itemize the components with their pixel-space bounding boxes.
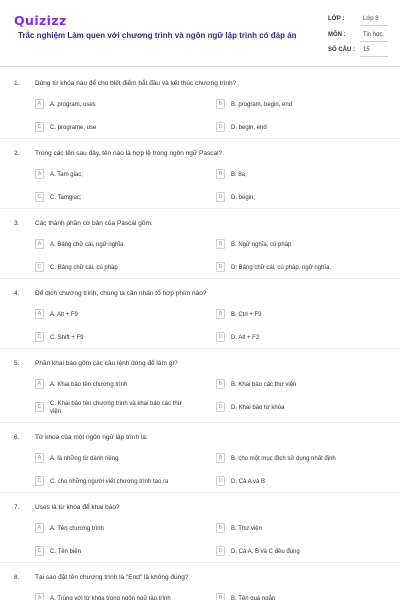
option-text: B. cho một mục đích sử dụng nhất định [231, 456, 336, 462]
question-divider [0, 348, 400, 349]
answer-option[interactable] [216, 402, 381, 416]
option-letter-box: B [216, 593, 225, 600]
answer-option[interactable] [35, 379, 200, 393]
option-text: C. Tamgiac; [50, 195, 82, 201]
question-number: 8. [14, 574, 20, 581]
question-text: Uses là từ khóa để khai báo? [35, 504, 120, 511]
quizizz-logo: Quizizz [14, 13, 67, 28]
option-letter-box: B [216, 169, 225, 179]
question-text: Để dịch chương trình, chúng ta cần nhấn tổ hợp phím nào? [35, 290, 207, 297]
question-text: Các thành phần cơ bản của Pascal gồm: [35, 220, 153, 227]
answer-option[interactable] [216, 122, 381, 136]
option-text: D. Bảng chữ cái, cú pháp, ngữ nghĩa. [231, 265, 332, 271]
option-text: B. Ctrl + F9 [231, 312, 262, 318]
option-text: D. Cả A và B [231, 479, 266, 485]
option-letter-box: C [35, 332, 44, 342]
question-divider [0, 278, 400, 279]
option-text: D. begin, end [231, 125, 267, 131]
option-letter-box: D [216, 122, 225, 132]
worksheet-title: Trắc nghiệm Làm quen với chương trình và ngôn ngữ lập trình có đáp án [18, 31, 297, 40]
question-text: Từ khoá của một ngôn ngữ lập trình là: [35, 434, 148, 441]
answer-option[interactable] [216, 332, 381, 346]
option-text: C. Khai báo tên chương trình và khai báo các thư viện [50, 401, 182, 415]
option-text: D. Alt + F2 [231, 335, 260, 341]
answer-option[interactable] [35, 239, 200, 253]
option-text: D. Cả A, B và C đều đúng [231, 549, 300, 555]
option-text: C. programe, use [50, 125, 97, 131]
meta-row-count [326, 43, 388, 57]
question-text: Tại sao đặt tên chương trình là "End" là không đúng? [35, 574, 189, 581]
option-text: B. Tên quá ngắn [231, 596, 276, 600]
option-text: A. Alt + F9 [50, 312, 78, 318]
meta-row-class [326, 12, 388, 26]
option-letter-box: C [35, 402, 44, 412]
option-letter-box: C [35, 192, 44, 202]
answer-option[interactable] [35, 122, 200, 136]
answer-option[interactable] [216, 453, 381, 467]
option-letter-box: D [216, 546, 225, 556]
option-letter-box: C [35, 476, 44, 486]
meta-key: MÔN : [328, 32, 346, 38]
answer-option[interactable] [35, 453, 200, 467]
option-letter-box: A [35, 379, 44, 389]
option-text: B. Thư viện [231, 526, 262, 532]
meta-key: LỚP : [328, 16, 345, 22]
question-number: 1. [14, 80, 20, 87]
option-text: B. Khai báo các thư viện [231, 382, 297, 388]
option-text: C. cho những người viết chương trình tạo ra [50, 479, 169, 485]
answer-option[interactable] [216, 239, 381, 253]
answer-option[interactable] [216, 169, 381, 183]
question-number: 5. [14, 360, 20, 367]
answer-option[interactable] [35, 262, 200, 276]
question-number: 4. [14, 290, 20, 297]
answer-option[interactable] [216, 593, 381, 600]
question-divider [0, 138, 400, 139]
option-letter-box: A [35, 239, 44, 249]
answer-option[interactable] [35, 99, 200, 113]
question-divider [0, 208, 400, 209]
header-divider [0, 66, 400, 67]
option-text: A. Tên chương trình [50, 526, 104, 532]
answer-option[interactable] [216, 262, 381, 276]
question-divider [0, 492, 400, 493]
question-text: Phần khai báo gồm các câu lệnh dùng để làm gì? [35, 360, 178, 367]
question-divider [0, 562, 400, 563]
meta-value: 15 [363, 47, 370, 53]
answer-option[interactable] [216, 379, 381, 393]
option-letter-box: B [216, 99, 225, 109]
option-letter-box: D [216, 476, 225, 486]
option-text: C. Shift + F9 [50, 335, 84, 341]
question-number: 2. [14, 150, 20, 157]
option-text: A. Trùng với từ khóa trong ngôn ngữ lập trình [50, 596, 171, 600]
option-letter-box: C [35, 262, 44, 272]
option-letter-box: B [216, 523, 225, 533]
meta-underline [360, 41, 388, 42]
option-letter-box: B [216, 309, 225, 319]
meta-underline [360, 56, 388, 57]
meta-value: Lớp 8 [363, 16, 379, 22]
option-text: C. Bảng chữ cái, cú pháp [50, 265, 118, 271]
option-letter-box: B [216, 453, 225, 463]
option-letter-box: B [216, 239, 225, 249]
option-text: B. program, begin, end [231, 102, 293, 108]
option-letter-box: D [216, 192, 225, 202]
answer-option[interactable] [216, 309, 381, 323]
option-text: B. Ngữ nghĩa, cú pháp [231, 242, 292, 248]
option-letter-box: A [35, 309, 44, 319]
option-letter-box: A [35, 453, 44, 463]
option-text: D. begin; [231, 195, 256, 201]
question-text: Trong các tên sau đây, tên nào là hợp lệ trong ngôn ngữ Pascal? [35, 150, 223, 157]
option-letter-box: D [216, 402, 225, 412]
option-letter-box: A [35, 99, 44, 109]
answer-option[interactable] [216, 99, 381, 113]
option-text: A. Bảng chữ cái, ngữ nghĩa. [50, 242, 126, 248]
question-number: 7. [14, 504, 20, 511]
meta-row-subject [326, 28, 388, 42]
answer-option[interactable] [35, 169, 200, 183]
option-letter-box: A [35, 523, 44, 533]
answer-option[interactable] [35, 309, 200, 323]
option-text: A. program, uses [50, 102, 96, 108]
option-text: C. Tên biến [50, 549, 81, 555]
worksheet-header [0, 0, 400, 66]
option-letter-box: C [35, 122, 44, 132]
answer-option[interactable] [35, 402, 200, 416]
answer-option[interactable] [35, 546, 200, 560]
answer-option[interactable] [216, 546, 381, 560]
option-text: D. Khai báo từ khóa [231, 405, 285, 411]
option-letter-box: A [35, 593, 44, 600]
answer-option[interactable] [35, 476, 200, 490]
question-number: 6. [14, 434, 20, 441]
answer-option[interactable] [216, 523, 381, 537]
option-text: A. là những từ dành riêng [50, 456, 119, 462]
option-text: A. Khai báo tên chương trình [50, 382, 128, 388]
option-letter-box: D [216, 332, 225, 342]
answer-option[interactable] [216, 192, 381, 206]
question-divider [0, 422, 400, 423]
option-text: A. Tam giac; [50, 172, 83, 178]
answer-option[interactable] [35, 523, 200, 537]
meta-underline [360, 25, 388, 26]
answer-option[interactable] [216, 476, 381, 490]
meta-key: SỐ CÂU : [328, 47, 355, 53]
option-text: B. 8a; [231, 172, 247, 178]
option-letter-box: D [216, 262, 225, 272]
question-number: 3. [14, 220, 20, 227]
answer-option[interactable] [35, 593, 200, 600]
option-letter-box: C [35, 546, 44, 556]
meta-value: Tin học [363, 32, 383, 38]
answer-option[interactable] [35, 192, 200, 206]
question-text: Dùng từ khóa nào để cho biết điểm bắt đầu và kết thúc chương trình? [35, 80, 237, 87]
answer-option[interactable] [35, 332, 200, 346]
option-letter-box: B [216, 379, 225, 389]
option-letter-box: A [35, 169, 44, 179]
